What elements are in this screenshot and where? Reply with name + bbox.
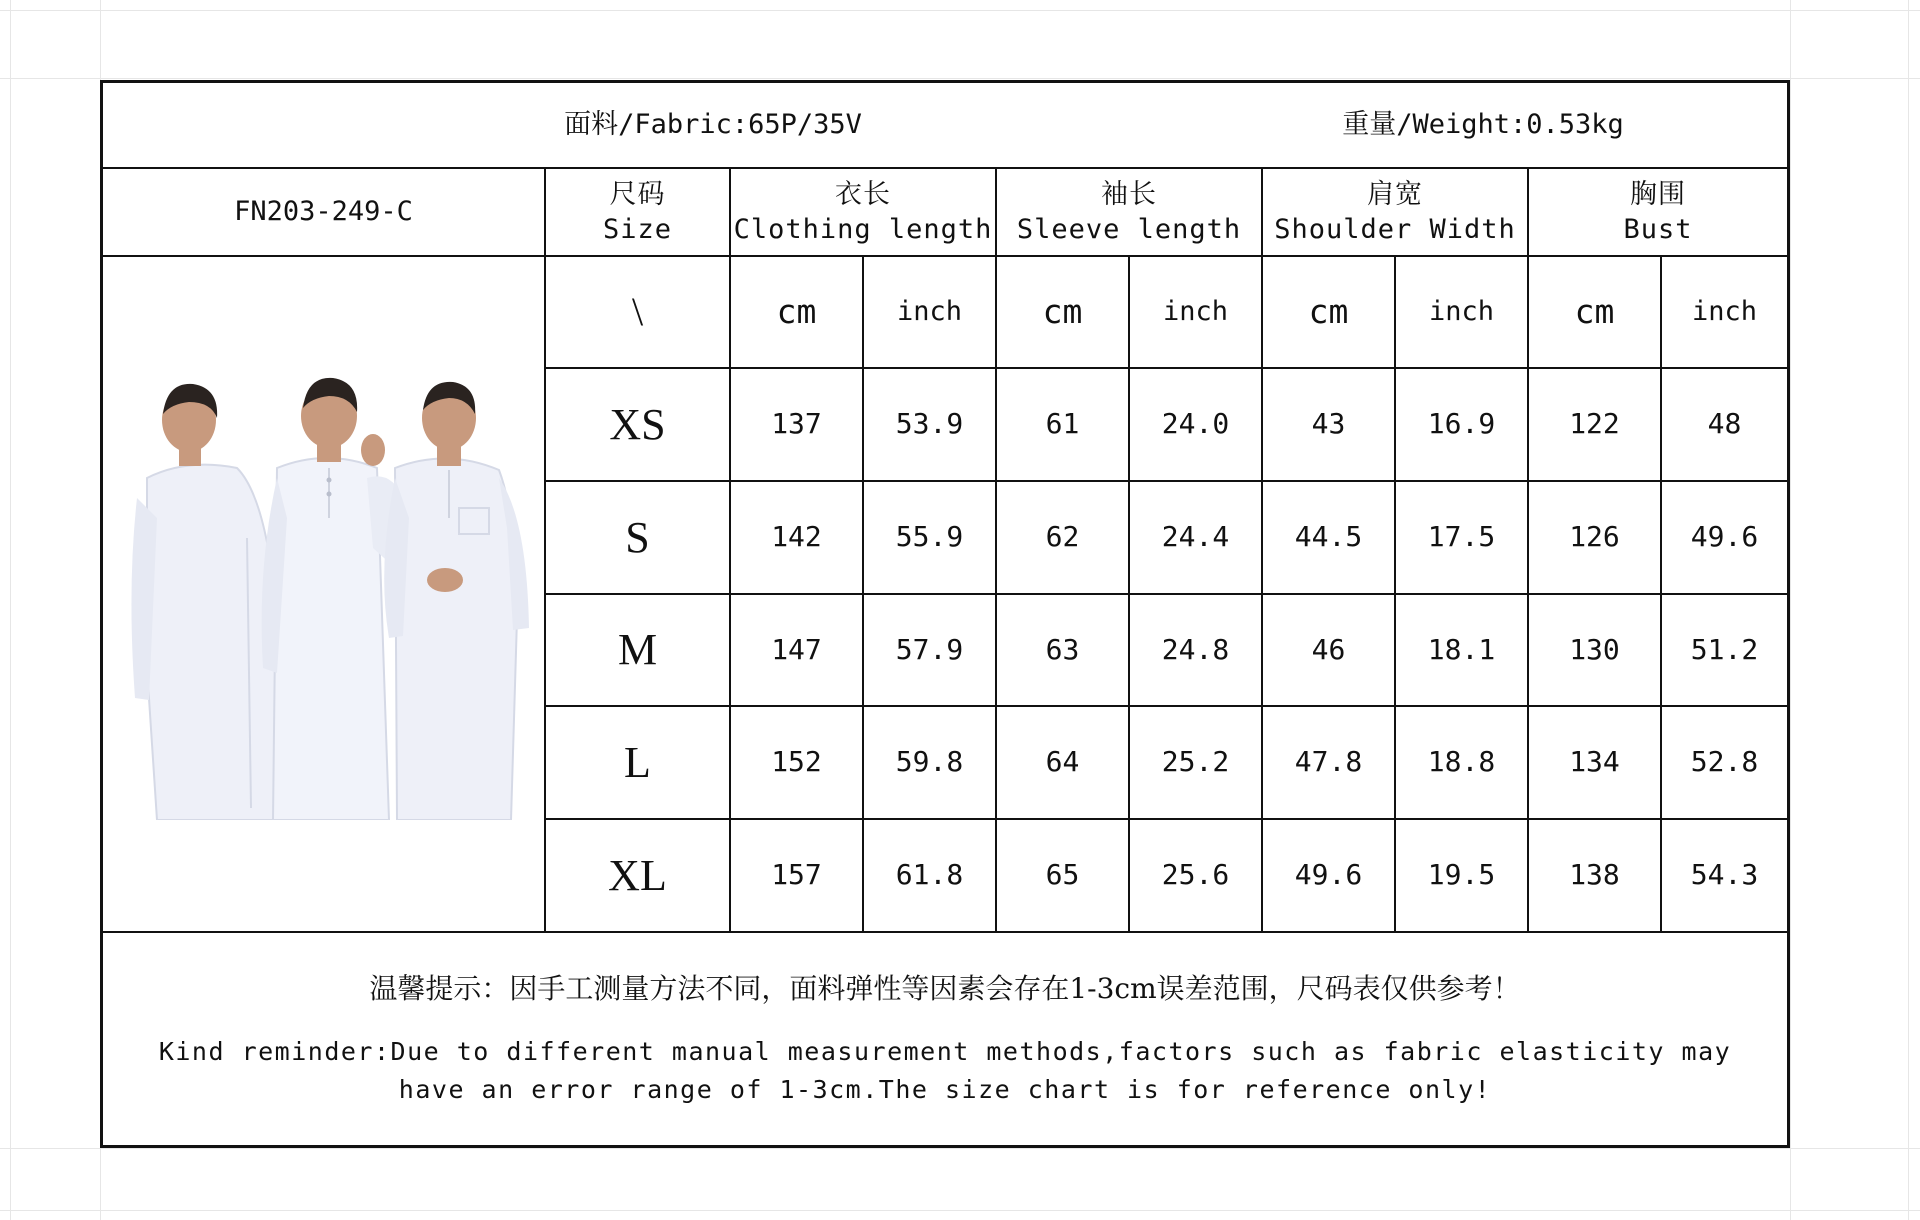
product-code: FN203-249-C bbox=[234, 196, 413, 228]
table-cell: 49.6 bbox=[1294, 858, 1363, 892]
table-cell: 57.9 bbox=[895, 632, 964, 666]
header-clothing-length bbox=[731, 169, 995, 255]
size-label: S bbox=[625, 512, 650, 562]
unit-inch: inch bbox=[1162, 296, 1229, 328]
gridline bbox=[1790, 0, 1791, 1220]
table-cell: 63 bbox=[1045, 632, 1080, 666]
reminder-note-en-line1: Kind reminder:Due to different manual measurement methods,factors such as fabric elasticity may bbox=[158, 1037, 1732, 1066]
header-size-cn: 尺码 bbox=[609, 178, 666, 210]
header-bust-en: Bust bbox=[1623, 214, 1693, 245]
size-label: XL bbox=[608, 850, 667, 900]
table-cell: 51.2 bbox=[1690, 632, 1759, 666]
table-cell: 134 bbox=[1569, 745, 1620, 779]
table-cell: 61 bbox=[1045, 407, 1080, 441]
table-cell: 130 bbox=[1569, 632, 1620, 666]
unit-cm: cm bbox=[1042, 291, 1083, 331]
rule bbox=[103, 931, 1787, 933]
table-cell: 16.9 bbox=[1427, 407, 1496, 441]
table-cell: 19.5 bbox=[1427, 858, 1496, 892]
table-cell: 53.9 bbox=[895, 407, 964, 441]
fabric-info: 面料/Fabric:65P/35V bbox=[564, 109, 862, 141]
weight-info: 重量/Weight:0.53kg bbox=[1342, 109, 1624, 141]
gridline bbox=[0, 78, 1920, 79]
table-cell: 142 bbox=[771, 520, 822, 554]
header-sleeve-length-en: Sleeve length bbox=[1016, 214, 1242, 245]
table-cell: 49.6 bbox=[1690, 520, 1759, 554]
table-cell: 55.9 bbox=[895, 520, 964, 554]
header-clothing-length-en: Clothing length bbox=[733, 214, 993, 245]
header-bust-cn: 胸围 bbox=[1630, 178, 1686, 210]
header-sleeve-length-cn: 袖长 bbox=[1101, 178, 1157, 210]
table-cell: 43 bbox=[1311, 407, 1346, 441]
gridline bbox=[1908, 0, 1909, 1220]
header-size-en: Size bbox=[602, 214, 673, 245]
table-cell: 126 bbox=[1569, 520, 1620, 554]
size-label: L bbox=[624, 737, 651, 787]
table-cell: 18.8 bbox=[1427, 745, 1496, 779]
table-cell: 152 bbox=[771, 745, 822, 779]
table-cell: 47.8 bbox=[1294, 745, 1363, 779]
size-label: M bbox=[617, 625, 658, 675]
unit-cm: cm bbox=[1308, 291, 1349, 331]
unit-cm: cm bbox=[1574, 291, 1615, 331]
table-cell: 25.6 bbox=[1161, 858, 1230, 892]
gridline bbox=[0, 10, 1920, 11]
size-label: XS bbox=[609, 399, 666, 449]
table-cell: 54.3 bbox=[1690, 858, 1759, 892]
table-cell: 52.8 bbox=[1690, 745, 1759, 779]
table-cell: 18.1 bbox=[1427, 632, 1496, 666]
table-cell: 137 bbox=[771, 407, 822, 441]
table-cell: 24.0 bbox=[1161, 407, 1230, 441]
table-cell: 147 bbox=[771, 632, 822, 666]
table-cell: 24.4 bbox=[1161, 520, 1230, 554]
gridline bbox=[0, 1148, 1920, 1149]
product-photo bbox=[127, 368, 563, 820]
table-cell: 25.2 bbox=[1161, 745, 1230, 779]
header-sleeve-length bbox=[997, 169, 1261, 255]
unit-inch: inch bbox=[896, 296, 963, 328]
table-cell: 62 bbox=[1045, 520, 1080, 554]
table-cell: 48 bbox=[1707, 407, 1742, 441]
unit-inch: inch bbox=[1428, 296, 1495, 328]
size-chart-sheet bbox=[100, 80, 1790, 1148]
model-figure bbox=[384, 382, 529, 820]
table-cell: 122 bbox=[1569, 407, 1620, 441]
header-shoulder-width bbox=[1263, 169, 1527, 255]
reminder-note-en-line2: have an error range of 1-3cm.The size chart is for reference only! bbox=[398, 1075, 1492, 1104]
unit-cm: cm bbox=[776, 291, 817, 331]
model-figure bbox=[131, 384, 277, 820]
table-cell: 61.8 bbox=[895, 858, 964, 892]
gridline bbox=[10, 0, 11, 1220]
table-cell: 65 bbox=[1045, 858, 1080, 892]
header-clothing-length-cn: 衣长 bbox=[835, 178, 891, 210]
table-cell: 138 bbox=[1569, 858, 1620, 892]
table-cell: 17.5 bbox=[1427, 520, 1496, 554]
table-cell: 44.5 bbox=[1294, 520, 1363, 554]
table-cell: 24.8 bbox=[1161, 632, 1230, 666]
reminder-note-en bbox=[103, 1031, 1787, 1111]
unit-size-placeholder: \ bbox=[631, 289, 644, 334]
unit-inch: inch bbox=[1691, 296, 1758, 328]
header-bust bbox=[1529, 169, 1787, 255]
table-cell: 59.8 bbox=[895, 745, 964, 779]
table-cell: 157 bbox=[771, 858, 822, 892]
header-size bbox=[546, 169, 729, 255]
table-cell: 64 bbox=[1045, 745, 1080, 779]
header-shoulder-width-cn: 肩宽 bbox=[1367, 178, 1423, 210]
table-cell: 46 bbox=[1311, 632, 1346, 666]
header-shoulder-width-en: Shoulder Width bbox=[1274, 214, 1516, 245]
reminder-note-cn: 温馨提示：因手工测量方法不同，面料弹性等因素会存在1-3cm误差范围，尺码表仅供参考！ bbox=[369, 971, 1521, 1005]
gridline bbox=[0, 1210, 1920, 1211]
